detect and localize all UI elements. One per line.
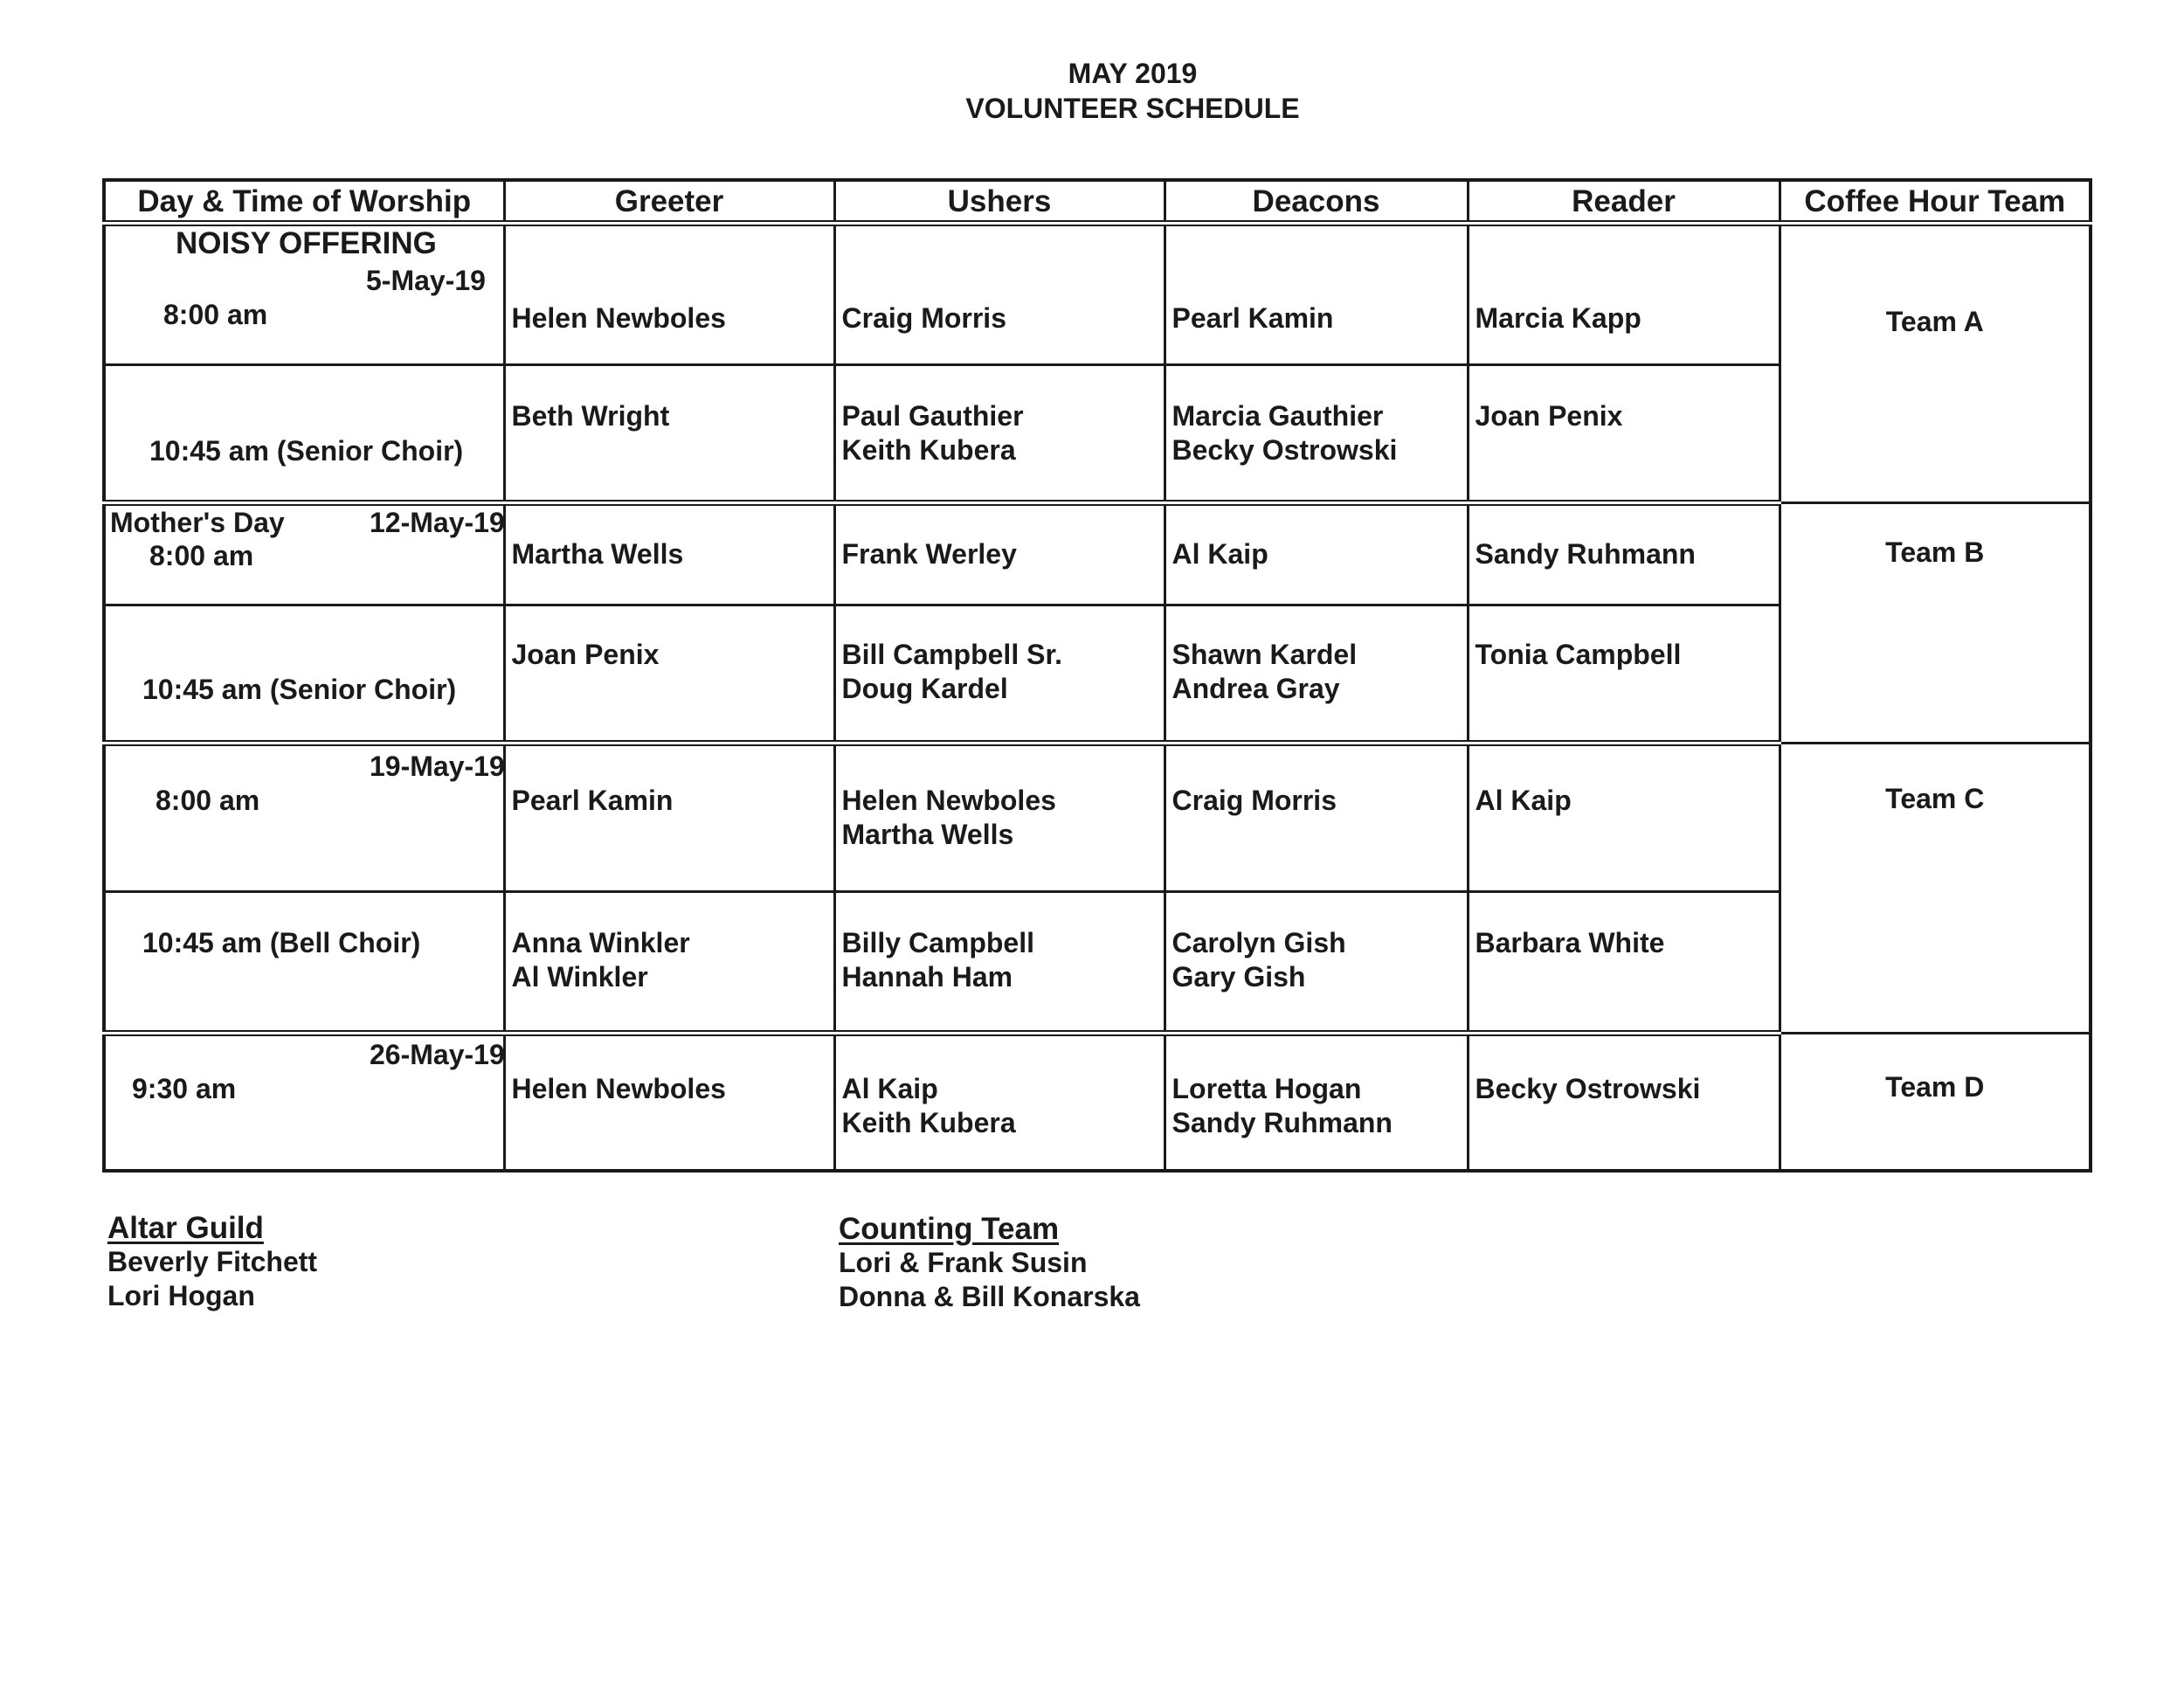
day-time-cell bbox=[104, 1034, 504, 1171]
reader-cell bbox=[1468, 743, 1780, 891]
counting-team-heading: Counting Team bbox=[839, 1212, 1060, 1246]
deacon-name: Loretta Hogan bbox=[1171, 1073, 1362, 1105]
service-time: 8:00 am bbox=[156, 784, 260, 816]
usher-name: Martha Wells bbox=[841, 818, 1014, 850]
reader-cell bbox=[1468, 224, 1780, 365]
usher-name: Bill Campbell Sr. bbox=[841, 638, 1063, 670]
greeter-name: Martha Wells bbox=[511, 538, 684, 571]
reader-name: Al Kaip bbox=[1475, 784, 1572, 816]
greeter-cell bbox=[504, 605, 834, 743]
deacon-name: Andrea Gray bbox=[1171, 672, 1340, 704]
greeter-name: Pearl Kamin bbox=[511, 784, 674, 816]
col-header-coffee-hour-team: Coffee Hour Team bbox=[1780, 180, 2091, 224]
deacon-name: Sandy Ruhmann bbox=[1171, 1107, 1393, 1139]
service-date: 19-May-19 bbox=[370, 750, 505, 782]
reader-name: Becky Ostrowski bbox=[1475, 1073, 1701, 1105]
schedule-title: VOLUNTEER SCHEDULE bbox=[965, 93, 1300, 124]
coffee-team-name: Team A bbox=[1885, 306, 1984, 337]
deacon-name: Gary Gish bbox=[1171, 961, 1306, 993]
counting-team-member: Lori & Frank Susin bbox=[839, 1247, 1088, 1278]
altar-guild-heading: Altar Guild bbox=[107, 1211, 264, 1245]
greeter-name: Joan Penix bbox=[511, 638, 660, 670]
usher-name: Hannah Ham bbox=[841, 961, 1013, 993]
col-header-deacons: Deacons bbox=[1165, 180, 1468, 224]
col-header-reader: Reader bbox=[1468, 180, 1780, 224]
reader-cell bbox=[1468, 892, 1780, 1034]
day-time-cell bbox=[104, 892, 504, 1034]
greeter-cell bbox=[504, 503, 834, 605]
day-time-cell bbox=[104, 503, 504, 605]
table-row bbox=[104, 224, 2091, 365]
deacon-name: Becky Ostrowski bbox=[1171, 434, 1398, 467]
deacons-cell bbox=[1165, 1034, 1468, 1171]
day-time-cell bbox=[104, 365, 504, 503]
greeter-name: Al Winkler bbox=[511, 961, 648, 993]
coffee-team-name: Team B bbox=[1885, 536, 1985, 569]
altar-guild-member: Lori Hogan bbox=[107, 1280, 255, 1311]
deacon-name: Shawn Kardel bbox=[1171, 638, 1358, 670]
day-time-cell bbox=[104, 224, 504, 365]
greeter-cell bbox=[504, 365, 834, 503]
coffee-team-name: Team C bbox=[1885, 782, 1985, 814]
greeter-name: Anna Winkler bbox=[511, 927, 690, 959]
coffee-team-cell bbox=[1780, 1034, 2091, 1171]
deacons-cell bbox=[1165, 224, 1468, 365]
greeter-name: Helen Newboles bbox=[511, 1073, 726, 1105]
reader-name: Tonia Campbell bbox=[1475, 638, 1682, 670]
reader-name: Marcia Kapp bbox=[1475, 302, 1641, 334]
greeter-name: Beth Wright bbox=[511, 400, 670, 432]
usher-name: Billy Campbell bbox=[841, 927, 1034, 959]
deacon-name: Pearl Kamin bbox=[1171, 302, 1334, 334]
altar-guild-member: Beverly Fitchett bbox=[107, 1246, 318, 1277]
service-date: 12-May-19 bbox=[370, 507, 505, 539]
coffee-team-cell bbox=[1780, 503, 2091, 744]
service-time: 8:00 am bbox=[163, 299, 268, 330]
col-header-ushers: Ushers bbox=[834, 180, 1165, 224]
usher-name: Craig Morris bbox=[841, 302, 1006, 334]
occasion-label: Mother's Day bbox=[110, 507, 285, 539]
noisy-offering-note: NOISY OFFERING bbox=[176, 226, 437, 260]
usher-name: Keith Kubera bbox=[841, 434, 1016, 467]
reader-cell bbox=[1468, 503, 1780, 605]
greeter-name: Helen Newboles bbox=[511, 302, 726, 334]
coffee-team-name: Team D bbox=[1885, 1071, 1985, 1103]
service-date: 26-May-19 bbox=[370, 1039, 505, 1071]
greeter-cell bbox=[504, 892, 834, 1034]
greeter-cell bbox=[504, 224, 834, 365]
deacons-cell bbox=[1165, 892, 1468, 1034]
deacon-name: Craig Morris bbox=[1171, 784, 1337, 816]
day-time-cell bbox=[104, 743, 504, 891]
usher-name: Frank Werley bbox=[841, 538, 1017, 571]
usher-name: Keith Kubera bbox=[841, 1107, 1016, 1139]
schedule-month-title: MAY 2019 bbox=[1068, 58, 1198, 89]
ushers-cell bbox=[834, 743, 1165, 891]
col-header-day-time: Day & Time of Worship bbox=[104, 180, 504, 224]
deacon-name: Al Kaip bbox=[1171, 538, 1268, 571]
ushers-cell bbox=[834, 605, 1165, 743]
table-row bbox=[104, 1034, 2091, 1171]
deacons-cell bbox=[1165, 503, 1468, 605]
usher-name: Helen Newboles bbox=[841, 784, 1056, 816]
counting-team-member: Donna & Bill Konarska bbox=[839, 1281, 1140, 1312]
deacons-cell bbox=[1165, 365, 1468, 503]
ushers-cell bbox=[834, 1034, 1165, 1171]
service-time: 10:45 am (Senior Choir) bbox=[149, 435, 464, 467]
service-date: 5-May-19 bbox=[366, 265, 486, 296]
deacons-cell bbox=[1165, 743, 1468, 891]
counting-team-section bbox=[839, 1212, 1140, 1314]
coffee-team-cell bbox=[1780, 224, 2091, 503]
col-header-greeter: Greeter bbox=[504, 180, 834, 224]
service-time: 10:45 am (Senior Choir) bbox=[142, 673, 457, 705]
greeter-cell bbox=[504, 1034, 834, 1171]
service-time: 9:30 am bbox=[132, 1073, 237, 1105]
deacon-name: Marcia Gauthier bbox=[1171, 400, 1384, 432]
ushers-cell bbox=[834, 365, 1165, 503]
reader-name: Joan Penix bbox=[1475, 400, 1623, 432]
header-row bbox=[104, 180, 2091, 224]
ushers-cell bbox=[834, 892, 1165, 1034]
table-row bbox=[104, 503, 2091, 605]
reader-cell bbox=[1468, 1034, 1780, 1171]
service-time: 10:45 am (Bell Choir) bbox=[142, 927, 421, 959]
deacon-name: Carolyn Gish bbox=[1171, 927, 1346, 959]
volunteer-schedule-table bbox=[102, 178, 2092, 1173]
day-time-cell bbox=[104, 605, 504, 743]
ushers-cell bbox=[834, 224, 1165, 365]
usher-name: Doug Kardel bbox=[841, 672, 1008, 704]
reader-cell bbox=[1468, 365, 1780, 503]
usher-name: Al Kaip bbox=[841, 1073, 938, 1105]
service-time: 8:00 am bbox=[149, 540, 254, 572]
altar-guild-section bbox=[107, 1211, 317, 1313]
ushers-cell bbox=[834, 503, 1165, 605]
coffee-team-cell bbox=[1780, 743, 2091, 1033]
reader-cell bbox=[1468, 605, 1780, 743]
greeter-cell bbox=[504, 743, 834, 891]
usher-name: Paul Gauthier bbox=[841, 400, 1024, 432]
reader-name: Barbara White bbox=[1475, 927, 1665, 959]
reader-name: Sandy Ruhmann bbox=[1475, 538, 1696, 571]
table-row bbox=[104, 743, 2091, 891]
deacons-cell bbox=[1165, 605, 1468, 743]
